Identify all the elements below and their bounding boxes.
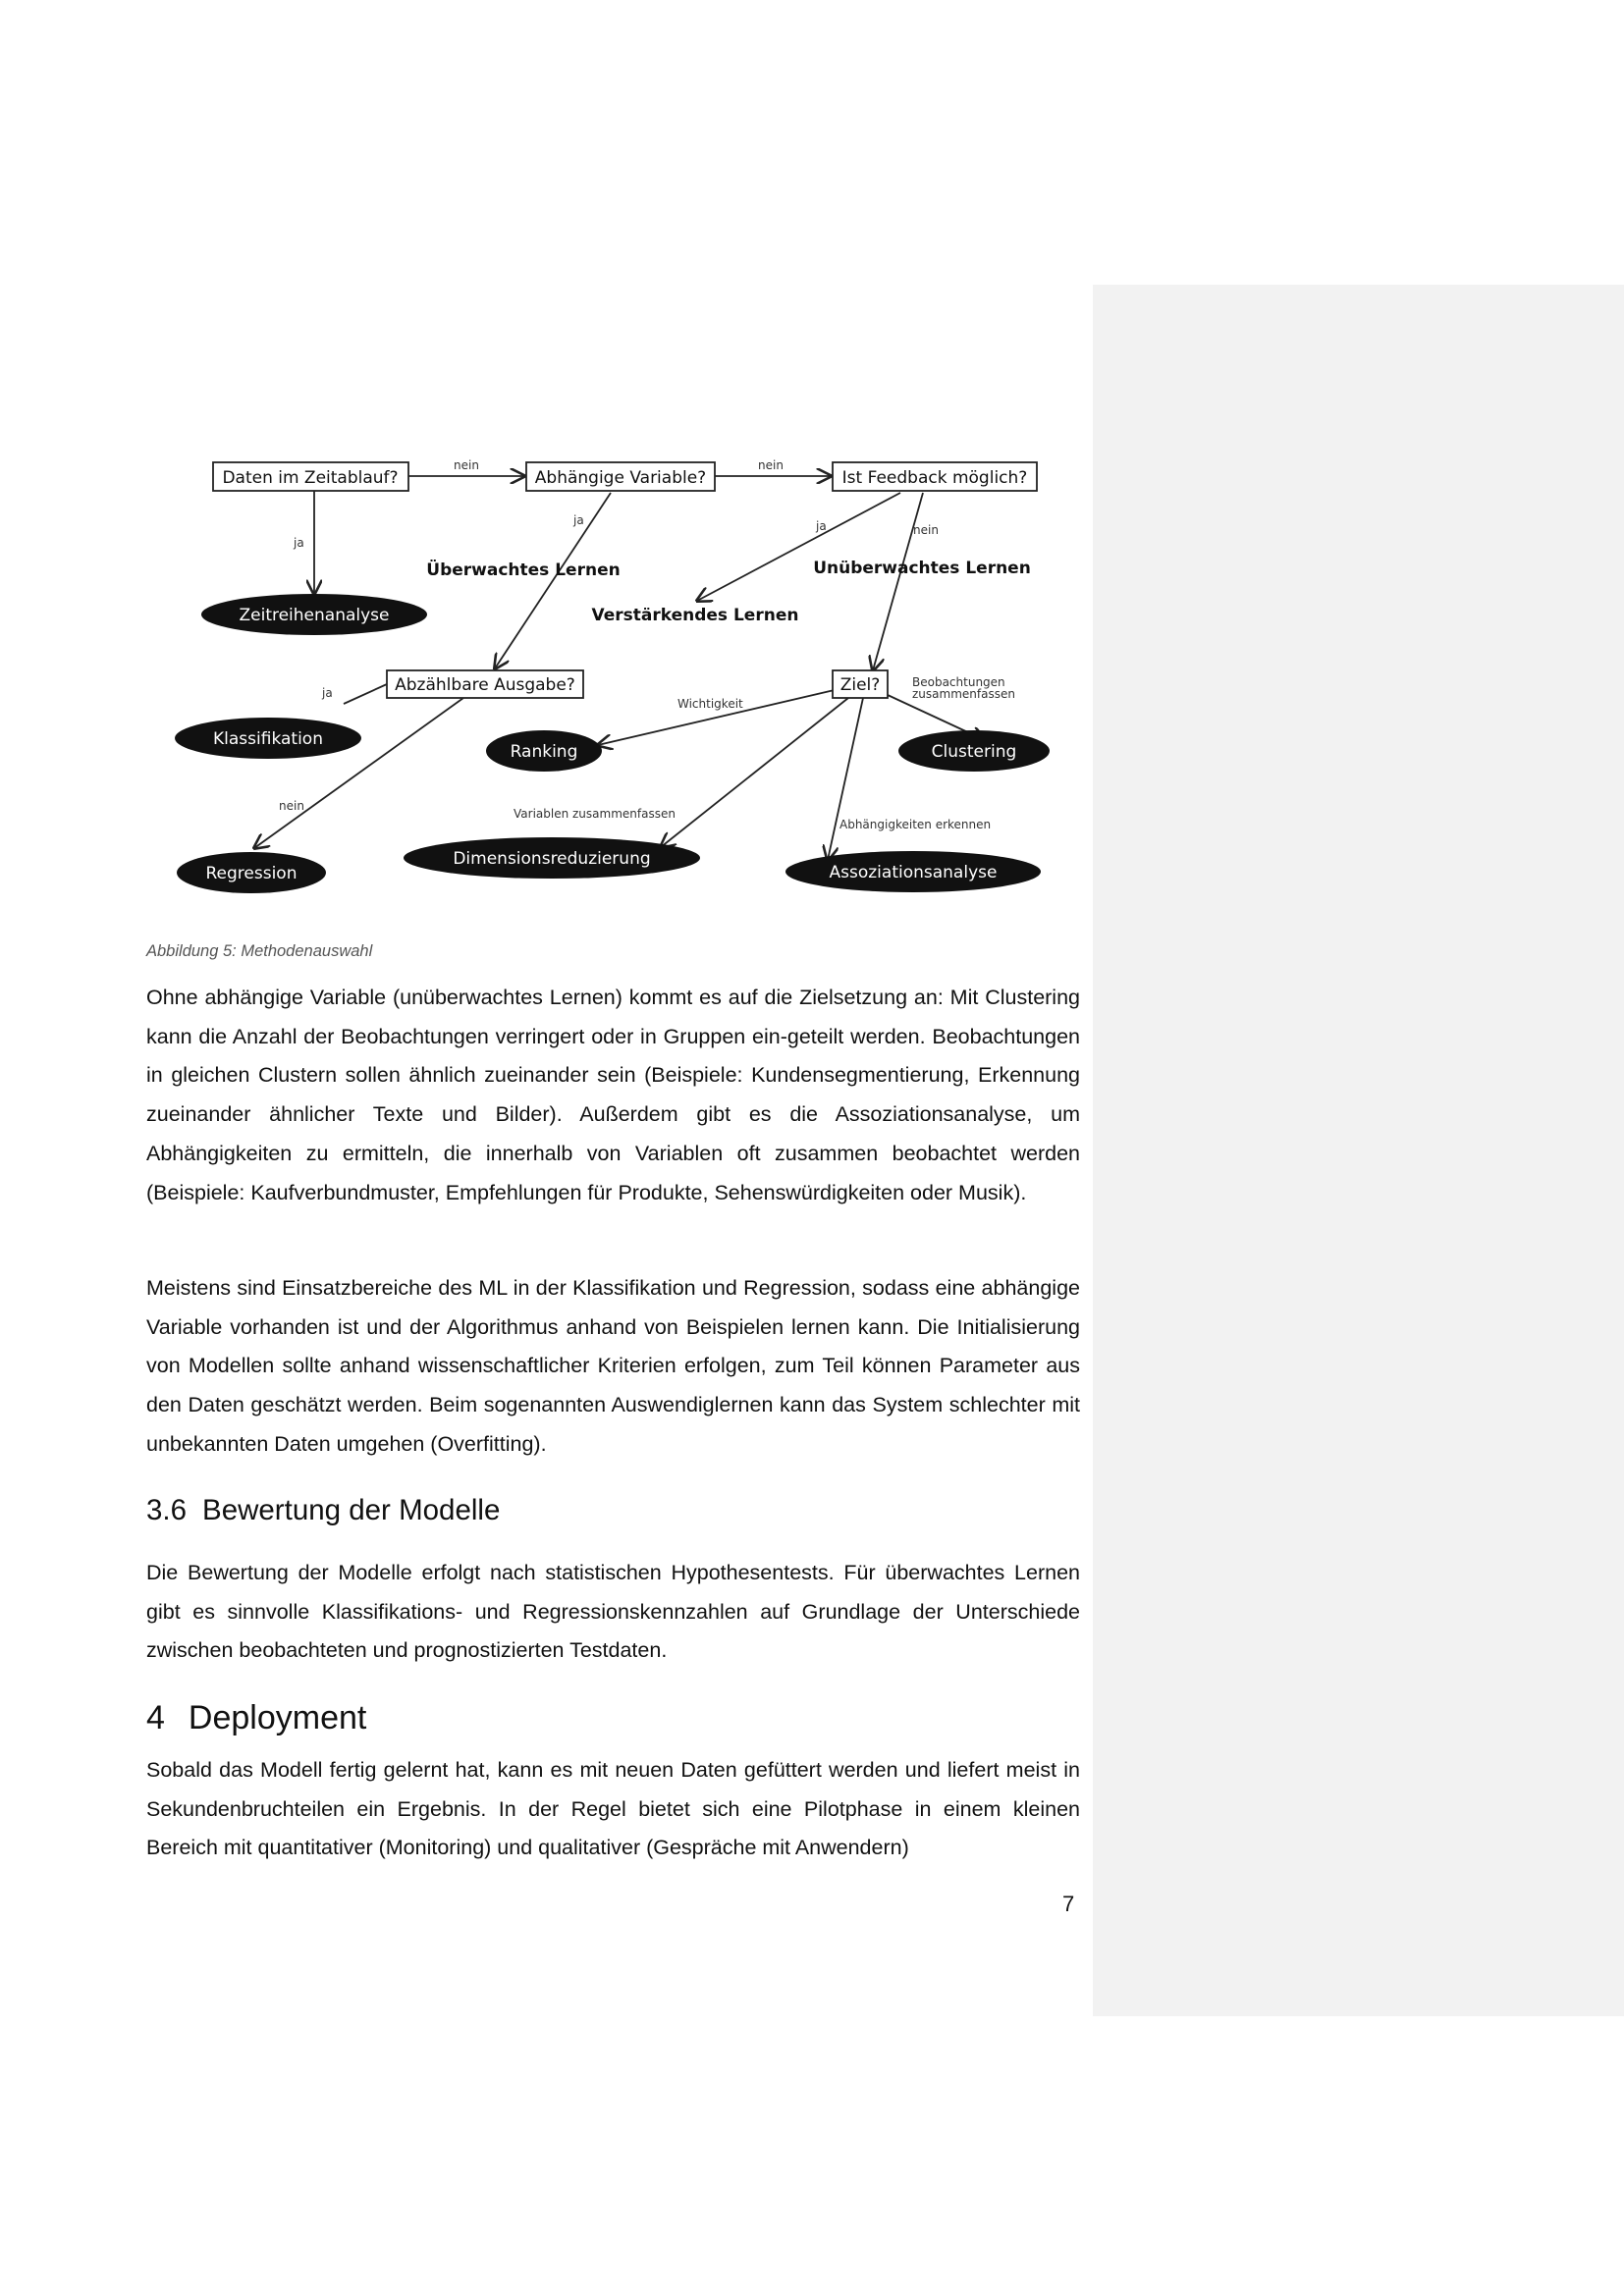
paragraph-unsupervised [146, 979, 1080, 1212]
method-regression: Regression [205, 864, 298, 883]
section-number: 4 [146, 1699, 165, 1736]
node-dependent-variable: Abhängige Variable? [534, 468, 707, 488]
edge-dependent-to-countable [495, 493, 611, 668]
section-number: 3.6 [146, 1494, 188, 1526]
paragraph-text: Sobald das Modell fertig gelernt hat, kann es mit neuen Daten gefüttert werden und liefert meist in Sekundenbruchteilen ein Ergebnis. In der Regel bietet sich eine Pilotphase in einem kleinen Bereich mit quantitativer (Monitoring) und qualitativer (Gespräche mit Anwendern) [146, 1758, 1080, 1860]
node-countable-output: Abzählbare Ausgabe? [395, 675, 575, 695]
edge-label-nein-countable: nein [279, 799, 304, 813]
edge-feedback-to-reinforcement [697, 493, 900, 601]
edge-label-ja-countable: ja [322, 686, 333, 700]
edge-label-nein-1: nein [454, 458, 479, 472]
paragraph-text: Ohne abhängige Variable (unüberwachtes Lernen) kommt es auf die Zielsetzung an: Mit Clustering kann die Anzahl der Beobachtungen verringert oder in Gruppen ein-geteilt werden. Beobachtungen in gleichen Clustern sollen ähnlich zueinander sein (Beispiele: Kundensegmentierung, Erkennung zueinander ähnlicher Texte und Bilder). Außerdem gibt es die Assoziationsanalyse, um Abhängigkeiten zu ermitteln, die innerhalb von Variablen oft zusammen beobachtet werden (Beispiele: Kaufverbundmuster, Empfehlungen für Produkte, Sehenswürdigkeiten oder Musik). [146, 986, 1080, 1204]
paragraph-deployment [146, 1751, 1080, 1868]
method-time-series: Zeitreihenanalyse [239, 606, 390, 625]
section-heading-3-6 [146, 1494, 500, 1527]
edge-label-ja-feedback: ja [816, 519, 827, 533]
edge-label-ja-dependent: ja [573, 513, 584, 527]
edge-goal-to-dimension [661, 698, 848, 847]
edge-feedback-to-goal [873, 493, 923, 670]
method-association: Assoziationsanalyse [829, 863, 998, 882]
method-dimension-reduction: Dimensionsreduzierung [453, 849, 651, 869]
edge-label-ja-time: ja [294, 536, 304, 550]
edge-label-summarize-vars: Variablen zusammenfassen [514, 807, 676, 821]
page-number: 7 [1062, 1892, 1075, 1916]
node-feedback: Ist Feedback möglich? [841, 468, 1028, 488]
section-heading-4 [146, 1699, 366, 1737]
method-clustering: Clustering [931, 742, 1017, 762]
label-supervised: Überwachtes Lernen [426, 561, 621, 580]
node-goal: Ziel? [839, 675, 881, 695]
paragraph-text: Die Bewertung der Modelle erfolgt nach statistischen Hypothesentests. Für überwachtes Lernen gibt es sinnvolle Klassifikations- und Regressionskennzahlen auf Grundlage der Unterschiede zwischen beobachteten und prognostizierten Testdaten. [146, 1561, 1080, 1663]
paragraph-evaluation [146, 1554, 1080, 1671]
edge-countable-to-classification [344, 684, 387, 704]
edge-label-summarize-obs-1: Beobachtungen [912, 675, 1005, 689]
edge-goal-to-association [828, 698, 863, 860]
edge-label-nein-2: nein [758, 458, 784, 472]
section-title: Bewertung der Modelle [202, 1494, 501, 1526]
edge-label-weight: Wichtigkeit [677, 697, 743, 711]
method-selection-diagram [169, 454, 1058, 907]
method-ranking: Ranking [510, 742, 578, 762]
figure-caption: Abbildung 5: Methodenauswahl [146, 942, 373, 960]
label-unsupervised: Unüberwachtes Lernen [813, 559, 1031, 578]
paragraph-text: Meistens sind Einsatzbereiche des ML in der Klassifikation und Regression, sodass eine abhängige Variable vorhanden ist und der Algorithmus anhand von Beispielen lernen kann. Die Initialisierung von Modellen sollte anhand wissenschaftlicher Kriterien erfolgen, zum Teil können Parameter aus den Daten geschätzt werden. Beim sogenannten Auswendiglernen kann das System schlechter mit unbekannten Daten umgehen (Overfitting). [146, 1276, 1080, 1456]
edge-label-nein-feedback: nein [913, 523, 939, 537]
comment-margin-pane [1093, 285, 1624, 2016]
edge-label-dependencies: Abhängigkeiten erkennen [839, 818, 992, 831]
method-classification: Klassifikation [213, 729, 323, 749]
paragraph-use-cases [146, 1269, 1080, 1465]
label-reinforcement: Verstärkendes Lernen [591, 606, 799, 625]
section-title: Deployment [188, 1699, 367, 1736]
edge-label-summarize-obs-2: zusammenfassen [912, 687, 1015, 701]
node-time-data: Daten im Zeitablauf? [222, 468, 399, 488]
